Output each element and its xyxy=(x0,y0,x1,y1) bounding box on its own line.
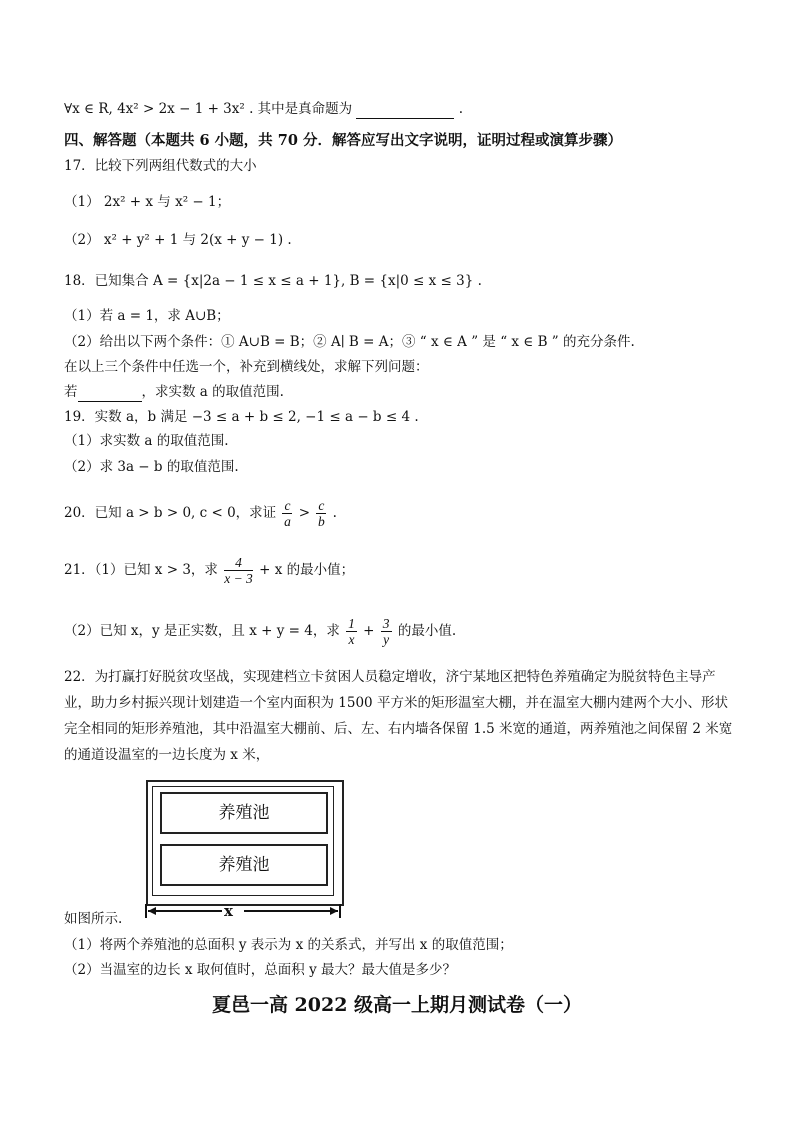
fraction-3-over-y xyxy=(381,616,392,647)
frac-denominator: a xyxy=(284,514,291,529)
operator: > xyxy=(298,505,311,521)
frac-numerator: 3 xyxy=(382,616,390,631)
q18-prefix: 若 xyxy=(64,384,78,400)
q20-line xyxy=(64,496,337,530)
fraction-c-over-b xyxy=(316,498,326,529)
q20-prefix: 20．已知 a > b > 0, c < 0，求证 xyxy=(64,505,277,521)
q18-suffix: ，求实数 a 的取值范围. xyxy=(141,384,284,400)
pond-lower: 养殖池 xyxy=(160,844,328,886)
exam-title: 夏邑一高 2022 级高一上期月测试卷（一） xyxy=(211,994,583,1016)
fraction-c-over-a xyxy=(282,498,292,529)
q19-part1: （1）求实数 a 的取值范围. xyxy=(64,433,229,449)
section-heading: 四、解答题（本题共 6 小题，共 70 分．解答应写出文字说明，证明过程或演算步骤） xyxy=(64,132,622,149)
figure-caption: 如图所示. xyxy=(64,911,123,927)
frac-denominator: x xyxy=(348,632,355,647)
q17-part1: （1） 2x² + x 与 x² − 1； xyxy=(64,194,231,210)
q18-part2: （2）给出以下两个条件：① A∪B = B；② A∣ B = A；③ “ x ∈ A ” 是 “ x ∈ B ” 的充分条件. xyxy=(64,334,635,350)
q22-part1: （1）将两个养殖池的总面积 y 表示为 x 的关系式，并写出 x 的取值范围； xyxy=(64,937,513,953)
q18-stem: 18．已知集合 A = {x|2a − 1 ≤ x ≤ a + 1}, B = {x|0 ≤ x ≤ 3} . xyxy=(64,273,482,289)
q22-stem: 22．为打赢打好脱贫攻坚战，实现建档立卡贫困人员稳定增收，济宁某地区把特色养殖确定为脱贫特色主导产业，助力乡村振兴现计划建造一个室内面积为 1500 平方米的矩形温室大棚，并在温室大棚内建两个大小、形状完全相同的矩形养殖池，其中沿温室大棚前、后、左、右内墙各保留 1.5 米宽的通道，两养殖池之间保留 2 米宽的通道设温室的一边长度为 x 米， xyxy=(64,669,733,763)
q19-stem: 19．实数 a，b 满足 −3 ≤ a + b ≤ 2, −1 ≤ a − b ≤ 4 . xyxy=(64,409,419,425)
frac-numerator: 1 xyxy=(348,616,355,631)
q18-part1: （1）若 a = 1，求 A∪B； xyxy=(64,308,230,324)
q22-part2: （2）当温室的边长 x 取何值时，总面积 y 最大？最大值是多少？ xyxy=(64,962,456,978)
q21-part1 xyxy=(64,553,354,587)
q18-condition-blank[interactable] xyxy=(78,383,142,402)
q21-p1-suffix: + x 的最小值； xyxy=(259,562,355,578)
q18-blank-line xyxy=(64,383,284,402)
plus-sign: + xyxy=(363,623,375,639)
q20-suffix: . xyxy=(332,505,337,521)
q17-stem: 17．比较下列两组代数式的大小 xyxy=(64,158,257,174)
q19-part2: （2）求 3a − b 的取值范围. xyxy=(64,459,239,475)
true-proposition-line xyxy=(64,100,463,119)
fraction-1-over-x xyxy=(346,616,357,647)
frac-denominator: x − 3 xyxy=(224,571,253,586)
frac-numerator: 4 xyxy=(224,555,253,571)
q21-p2-prefix: （2）已知 x，y 是正实数，且 x + y = 4，求 xyxy=(64,623,340,639)
frac-numerator: c xyxy=(284,498,291,513)
pond-upper: 养殖池 xyxy=(160,792,328,834)
dimension-arrow xyxy=(144,902,344,922)
frac-numerator: c xyxy=(318,498,325,513)
q21-p2-suffix: 的最小值. xyxy=(397,623,457,639)
q17-part2: （2） x² + y² + 1 与 2(x + y − 1) . xyxy=(64,232,292,248)
frac-denominator: b xyxy=(318,514,325,529)
answer-blank[interactable] xyxy=(356,100,454,119)
q21-part2 xyxy=(64,614,456,648)
dimension-label-x: x xyxy=(224,902,233,920)
q18-instruction: 在以上三个条件中任选一个，补充到横线处，求解下列问题： xyxy=(64,359,429,375)
q21-p1-prefix: 21．（1）已知 x > 3，求 xyxy=(64,562,218,578)
line-prefix: ∀x ∈ R, 4x² > 2x − 1 + 3x² . 其中是真命题为 xyxy=(64,101,353,117)
fraction-4-over-x-minus-3 xyxy=(224,555,253,586)
frac-denominator: y xyxy=(383,632,390,647)
line-suffix: . xyxy=(458,101,464,117)
